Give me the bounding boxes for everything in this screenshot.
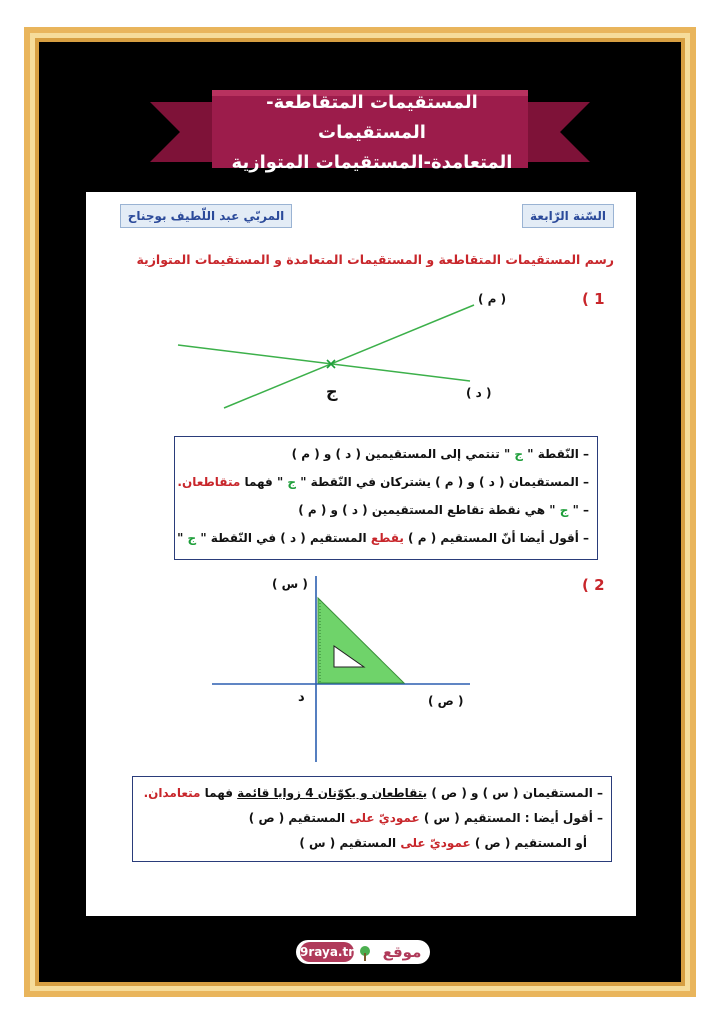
site-logo-text: 9raya.tn bbox=[300, 942, 354, 962]
teacher-label: المربّي عبد اللّطيف بوجناح bbox=[120, 204, 292, 228]
section-heading: رسم المستقيمات المتقاطعة و المستقيمات المتعامدة و المستقيمات المتوازية bbox=[136, 252, 614, 267]
line-label-s: ( س ) bbox=[272, 577, 308, 591]
leaf-icon bbox=[356, 943, 374, 963]
explanation-box-2 bbox=[132, 776, 612, 862]
box2-line-1: – المستقيمان ( س ) و ( ص ) يتقاطعان و يكوّنان 4 زوايا قائمة فهما متعامدان. bbox=[143, 786, 603, 800]
section-number-2: 2 ) bbox=[582, 576, 605, 594]
box2-line-2: – أقول أيضا : المستقيم ( س ) عموديّ على المستقيم ( ص ) bbox=[248, 811, 603, 825]
grade-label: السّنة الرّابعة bbox=[522, 204, 614, 228]
line-label-m: ( م ) bbox=[478, 292, 507, 306]
point-label-j: ج bbox=[326, 382, 338, 401]
line-label-d: ( د ) bbox=[466, 386, 492, 400]
set-square-icon bbox=[318, 598, 404, 683]
page-title: المستقيمات المتقاطعة-المستقيمات المتعامدة-المستقيمات المتوازية bbox=[231, 92, 513, 173]
point-label-d: د bbox=[298, 690, 305, 705]
site-logo-arabic: موقع bbox=[382, 943, 422, 961]
box1-line-1: – النّقطة " ج " تنتمي إلى المستقيمين ( د ) و ( م ) bbox=[291, 447, 589, 461]
box1-line-3: – " ج " هي نقطة تقاطع المستقيمين ( د ) و ( م ) bbox=[298, 503, 589, 517]
box1-line-4: – أقول أيضا أنّ المستقيم ( م ) يقطع المستقيم ( د ) في النّقطة " ج " bbox=[177, 531, 589, 545]
box1-line-2: – المستقيمان ( د ) و ( م ) يشتركان في النّقطة " ج " فهما متقاطعان. bbox=[177, 475, 589, 489]
box2-line-3: أو المستقيم ( ص ) عموديّ على المستقيم ( س ) bbox=[299, 836, 587, 850]
section-number-1: 1 ) bbox=[582, 290, 605, 308]
line-label-p: ( ص ) bbox=[428, 694, 464, 708]
